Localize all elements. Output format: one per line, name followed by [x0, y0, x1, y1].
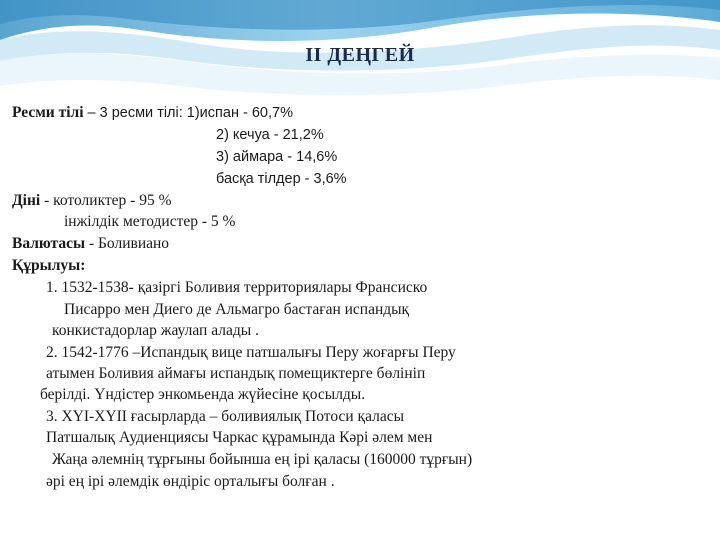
- language-item: 3) аймара - 14,6%: [216, 149, 338, 165]
- currency-line: [12, 235, 169, 253]
- structure-label: [12, 257, 85, 275]
- languages-line: [12, 104, 293, 122]
- structure-line: берілді. Үндістер энкомьенда жүйесіне қосылды.: [40, 386, 366, 403]
- structure-line: әрі ең ірі әлемдік өндіріс орталығы болған .: [46, 473, 335, 490]
- structure-line: 3. XYI-XYII ғасырларда – боливиялық Потоси қаласы: [46, 408, 405, 425]
- structure-line: 1. 1532-1538- қазіргі Боливия территориялары Франсиско: [46, 279, 428, 296]
- languages-label: Ресми тілі: [12, 104, 84, 121]
- structure-line: 2. 1542-1776 –Испандық вице патшалығы Перу жоғарғы Перу: [46, 344, 456, 361]
- language-item: басқа тілдер - 3,6%: [216, 171, 347, 187]
- language-item: 2) кечуа - 21,2%: [216, 127, 324, 143]
- structure-line: Жаңа әлемнің тұрғыны бойынша ең ірі қаласы (160000 тұрғын): [52, 451, 473, 468]
- structure-line: Патшалық Аудиенциясы Чаркас құрамында Кәрі әлем мен: [46, 429, 433, 446]
- currency-label: Валютасы: [12, 235, 86, 252]
- currency-value: - Боливиано: [85, 235, 170, 252]
- slide-title: II ДЕҢГЕЙ: [305, 44, 415, 66]
- religion-value: - котоликтер - 95 %: [40, 192, 172, 209]
- structure-label-text: Құрылуы:: [12, 257, 86, 274]
- structure-line: конкистадорлар жаулап алады .: [52, 322, 259, 339]
- religion-line-2: інжілдік методистер - 5 %: [64, 213, 236, 230]
- religion-line: [12, 192, 172, 210]
- religion-label: Діні: [12, 192, 41, 209]
- structure-line: Писарро мен Диего де Альмагро бастаған испандық: [64, 301, 410, 318]
- languages-intro: – 3 ресми тілі: 1)испан - 60,7%: [83, 105, 293, 121]
- structure-line: атымен Боливия аймағы испандық помещиктерге бөлініп: [46, 365, 426, 382]
